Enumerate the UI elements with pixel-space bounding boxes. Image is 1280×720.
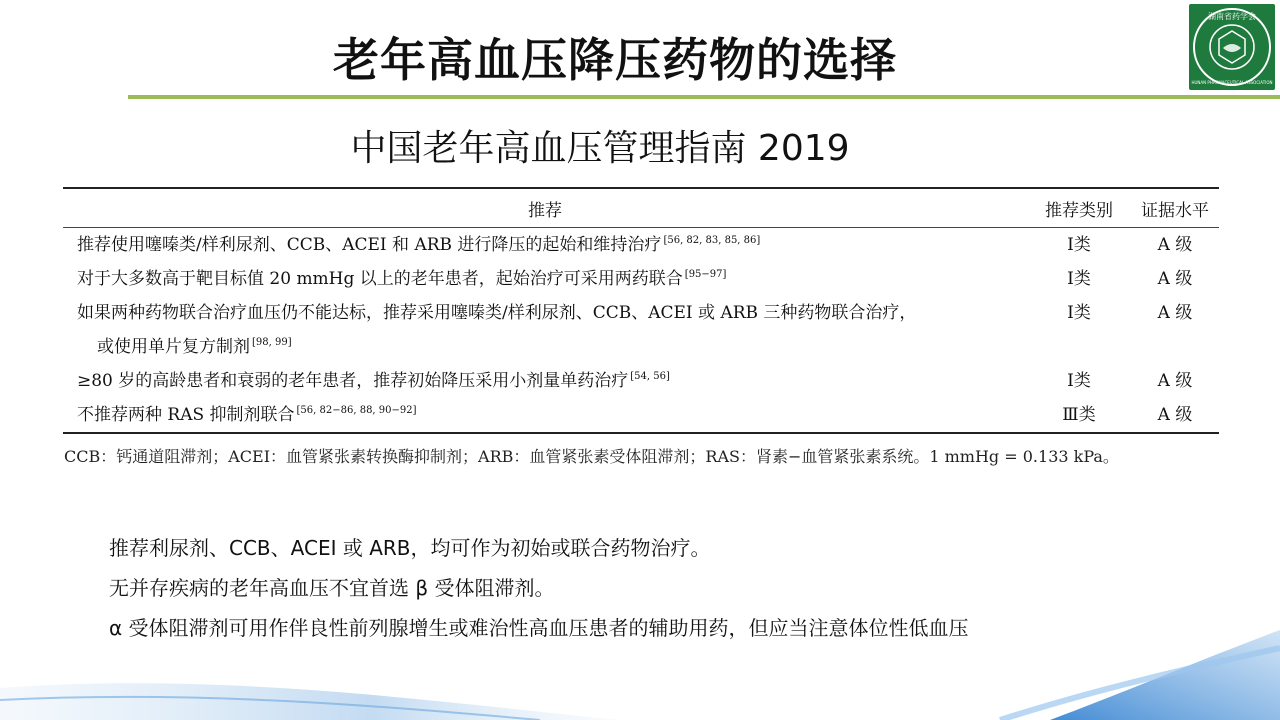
- table-header: [63, 189, 1219, 228]
- logo-chinese-text: 湖南省药学会: [1208, 12, 1256, 21]
- row-text-continued: 或使用单片复方制剂: [97, 337, 250, 357]
- table-row: [63, 364, 1219, 398]
- row-class: Ⅰ类: [1067, 303, 1091, 323]
- row-reference: [56, 82, 83, 85, 86]: [663, 235, 761, 246]
- row-text: ≥80 岁的高龄患者和衰弱的老年患者，推荐初始降压采用小剂量单药治疗: [77, 371, 629, 391]
- row-class: Ⅰ类: [1067, 371, 1091, 391]
- summary-points: [109, 528, 969, 648]
- row-text: 推荐使用噻嗪类/样利尿剂、CCB、ACEI 和 ARB 进行降压的起始和维持治疗: [77, 235, 662, 255]
- row-text: 对于大多数高于靶目标值 20 mmHg 以上的老年患者，起始治疗可采用两药联合: [77, 269, 683, 289]
- row-reference: [54, 56]: [630, 371, 670, 382]
- row-reference: [98, 99]: [252, 337, 292, 348]
- title-divider: [128, 95, 1280, 99]
- association-logo: [1189, 4, 1275, 90]
- header-level: 证据水平: [1141, 200, 1209, 221]
- row-level: A 级: [1157, 303, 1193, 323]
- row-level: A 级: [1157, 405, 1193, 425]
- table-footnote: CCB：钙通道阻滞剂；ACEI：血管紧张素转换酶抑制剂；ARB：血管紧张素受体阻滞剂；RAS：肾素−血管紧张素系统。1 mmHg = 0.133 kPa。: [64, 447, 1119, 466]
- logo-english-text: HUNAN PHARMACEUTICAL ASSOCIATION: [1191, 80, 1273, 85]
- table-row: [63, 228, 1219, 262]
- recommendation-table: [63, 187, 1219, 434]
- summary-point: 无并存疾病的老年高血压不宜首选 β 受体阻滞剂。: [109, 576, 555, 600]
- table-row: [63, 398, 1219, 432]
- summary-point: α 受体阻滞剂可用作伴良性前列腺增生或难治性高血压患者的辅助用药，但应当注意体位性低血压: [109, 616, 969, 640]
- header-recommendation: 推荐: [528, 200, 562, 221]
- row-reference: [95−97]: [684, 269, 727, 280]
- guideline-subtitle: 中国老年高血压管理指南 2019: [350, 128, 850, 169]
- summary-point: 推荐利尿剂、CCB、ACEI 或 ARB，均可作为初始或联合药物治疗。: [109, 536, 711, 560]
- row-reference: [56, 82−86, 88, 90−92]: [296, 405, 417, 416]
- slide-title: 老年高血压降压药物的选择: [333, 33, 897, 87]
- row-class: Ⅰ类: [1067, 269, 1091, 289]
- row-level: A 级: [1157, 371, 1193, 391]
- row-text: 如果两种药物联合治疗血压仍不能达标，推荐采用噻嗪类/样利尿剂、CCB、ACEI 或 ARB 三种药物联合治疗，: [77, 303, 917, 323]
- row-class: Ⅲ类: [1062, 405, 1096, 425]
- row-class: Ⅰ类: [1067, 235, 1091, 255]
- table-row: [63, 262, 1219, 296]
- row-level: A 级: [1157, 235, 1193, 255]
- logo-emblem-icon: [1189, 4, 1275, 90]
- table-row: [63, 296, 1219, 364]
- row-text: 不推荐两种 RAS 抑制剂联合: [77, 405, 295, 425]
- header-class: 推荐类别: [1045, 200, 1113, 221]
- row-level: A 级: [1157, 269, 1193, 289]
